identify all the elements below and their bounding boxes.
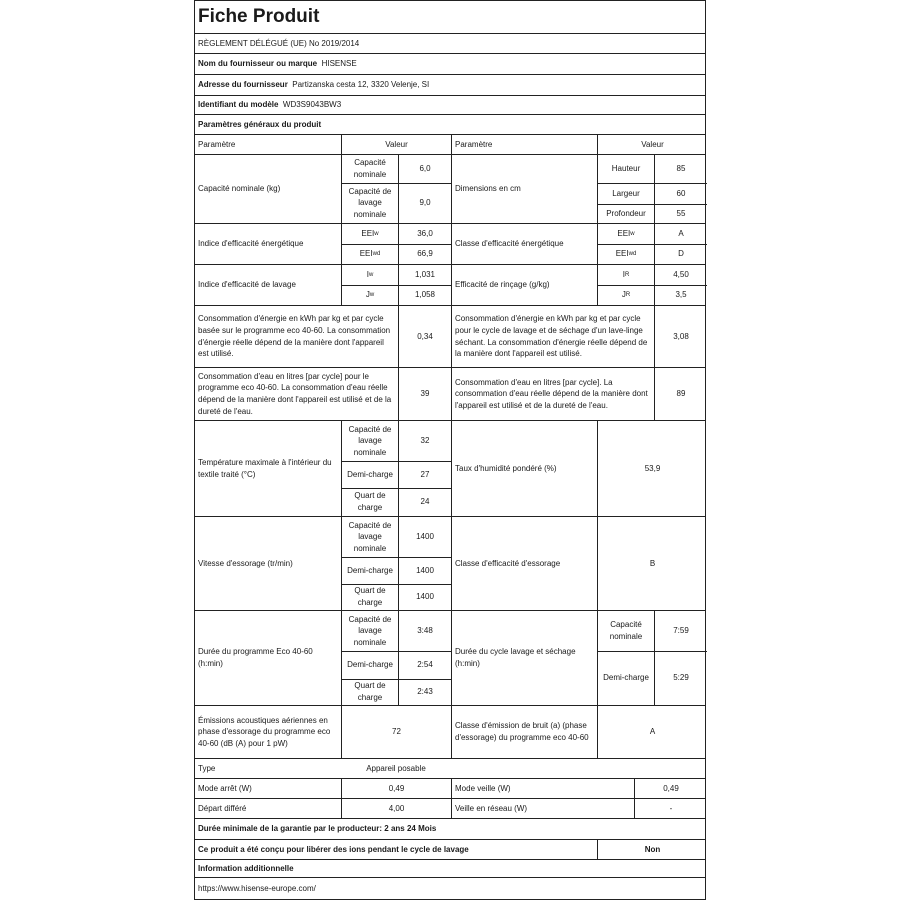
delay-row bbox=[194, 798, 706, 818]
capacity-label: Capacité nominale (kg) bbox=[198, 184, 281, 194]
energy-index-row bbox=[194, 223, 706, 264]
spin-class-value: B bbox=[597, 517, 707, 610]
spin-speed-row bbox=[194, 516, 706, 610]
regulation-row bbox=[194, 33, 706, 53]
capacity-sub1: Capacité nominale bbox=[341, 155, 398, 183]
water-consumption-row bbox=[194, 367, 706, 420]
delay-start-value: 4,00 bbox=[341, 799, 451, 818]
header-param-left: Paramètre bbox=[198, 139, 236, 149]
off-mode-value: 0,49 bbox=[341, 779, 451, 798]
energy-consumption-row bbox=[194, 305, 706, 367]
ions-row bbox=[194, 839, 706, 859]
noise-right-value: A bbox=[597, 706, 707, 758]
additional-info-heading: Information additionnelle bbox=[198, 863, 294, 873]
off-mode-label: Mode arrêt (W) bbox=[198, 783, 252, 793]
duration-row bbox=[194, 610, 706, 705]
temperature-sub1: Capacité de lavage nominale bbox=[341, 421, 398, 461]
washing-index-label: Indice d'efficacité de lavage bbox=[198, 280, 296, 290]
capacity-sub2: Capacité de lavage nominale bbox=[341, 183, 398, 223]
temperature-val3: 24 bbox=[398, 488, 451, 516]
energy-class-label: Classe d'efficacité énergétique bbox=[451, 224, 597, 264]
supplier-value: HISENSE bbox=[321, 59, 357, 69]
eco-duration-val2: 2:54 bbox=[398, 651, 451, 679]
spin-speed-sub2: Demi-charge bbox=[341, 557, 398, 584]
energy-index-val1: 36,0 bbox=[398, 224, 451, 244]
regulation-text: RÈGLEMENT DÉLÉGUÉ (UE) No 2019/2014 bbox=[198, 38, 360, 48]
rinsing-label: Efficacité de rinçage (g/kg) bbox=[451, 265, 597, 305]
spin-speed-sub1: Capacité de lavage nominale bbox=[341, 517, 398, 557]
capacity-row bbox=[194, 154, 706, 223]
type-label: Type bbox=[198, 763, 216, 773]
spin-class-label: Classe d'efficacité d'essorage bbox=[451, 517, 597, 610]
wash-dry-val1: 7:59 bbox=[654, 611, 707, 651]
header-value-left: Valeur bbox=[341, 135, 451, 154]
product-sheet bbox=[194, 0, 706, 900]
model-value: WD3S9043BW3 bbox=[282, 100, 342, 110]
address-value: Partizanska cesta 12, 3320 Velenje, SI bbox=[292, 80, 430, 90]
supplier-row bbox=[194, 53, 706, 74]
page-title: Fiche Produit bbox=[198, 6, 320, 28]
type-row bbox=[194, 758, 706, 778]
washing-index-val2: 1,058 bbox=[398, 285, 451, 305]
website-link[interactable]: https://www.hisense-europe.com/ bbox=[198, 883, 316, 893]
temperature-val2: 27 bbox=[398, 461, 451, 488]
width-label: Largeur bbox=[597, 183, 654, 204]
noise-right-label: Classe d'émission de bruit (a) (phase d'essorage) du programme eco 40-60 bbox=[451, 706, 597, 758]
rinsing-sym1: I R bbox=[597, 265, 654, 285]
address-row bbox=[194, 74, 706, 95]
wash-dry-duration-label: Durée du cycle lavage et séchage (h:min) bbox=[451, 611, 597, 705]
model-label: Identifiant du modèle bbox=[198, 100, 279, 110]
spin-speed-val1: 1400 bbox=[398, 517, 451, 557]
temperature-sub3: Quart de charge bbox=[341, 488, 398, 516]
ions-label: Ce produit a été conçu pour libérer des ions pendant le cycle de lavage bbox=[198, 844, 469, 854]
additional-info-row bbox=[194, 859, 706, 877]
height-value: 85 bbox=[654, 155, 707, 183]
depth-value: 55 bbox=[654, 204, 707, 223]
header-value-right: Valeur bbox=[597, 135, 707, 154]
energy-class-sym2: EEI wd bbox=[597, 244, 654, 264]
network-standby-value: - bbox=[634, 799, 707, 818]
energy-consumption-left-label: Consommation d'énergie en kWh par kg et par cycle basée sur le programme eco 40-60. La consommation d'énergie réelle dépend de la manière dont l'appareil est utilisé. bbox=[198, 314, 391, 359]
wash-dry-sub1: Capacité nominale bbox=[597, 611, 654, 651]
temperature-val1: 32 bbox=[398, 421, 451, 461]
eco-duration-sub3: Quart de charge bbox=[341, 679, 398, 705]
noise-left-label: Émissions acoustiques aériennes en phase d'essorage du programme eco 40-60 (dB (A) pour 1 pW) bbox=[198, 715, 331, 748]
spin-speed-val2: 1400 bbox=[398, 557, 451, 584]
humidity-value: 53,9 bbox=[597, 421, 707, 516]
capacity-val1: 6,0 bbox=[398, 155, 451, 183]
general-params-row bbox=[194, 114, 706, 134]
temperature-row bbox=[194, 420, 706, 516]
temperature-label: Température maximale à l'intérieur du textile traité (°C) bbox=[198, 457, 332, 479]
header-param-right: Paramètre bbox=[451, 135, 597, 154]
ions-value: Non bbox=[597, 840, 707, 859]
type-value: Appareil posable bbox=[366, 763, 426, 773]
washing-index-val1: 1,031 bbox=[398, 265, 451, 285]
energy-consumption-right-value: 3,08 bbox=[654, 306, 707, 367]
water-consumption-left-value: 39 bbox=[398, 368, 451, 420]
energy-class-val1: A bbox=[654, 224, 707, 244]
rinsing-sym2: J R bbox=[597, 285, 654, 305]
url-row bbox=[194, 877, 706, 900]
energy-index-sym2: EEI wd bbox=[341, 244, 398, 264]
washing-index-sym1: I w bbox=[341, 265, 398, 285]
washing-index-sym2: J w bbox=[341, 285, 398, 305]
humidity-label: Taux d'humidité pondéré (%) bbox=[451, 421, 597, 516]
depth-label: Profondeur bbox=[597, 204, 654, 223]
supplier-label: Nom du fournisseur ou marque bbox=[198, 59, 318, 69]
wash-dry-val2: 5:29 bbox=[654, 651, 707, 705]
dimensions-label: Dimensions en cm bbox=[451, 155, 597, 223]
washing-index-row bbox=[194, 264, 706, 305]
water-consumption-left-label: Consommation d'eau en litres [par cycle] pour le programme eco 40-60. La consommation d'eau réelle dépend de la manière dont l'appareil est utilisé et de la dureté de l'eau. bbox=[198, 371, 392, 416]
rinsing-val2: 3,5 bbox=[654, 285, 707, 305]
eco-duration-val3: 2:43 bbox=[398, 679, 451, 705]
eco-duration-val1: 3:48 bbox=[398, 611, 451, 651]
water-consumption-right-value: 89 bbox=[654, 368, 707, 420]
power-mode-row bbox=[194, 778, 706, 798]
standby-label: Mode veille (W) bbox=[451, 779, 634, 798]
spin-speed-label: Vitesse d'essorage (tr/min) bbox=[198, 558, 293, 568]
energy-index-val2: 66,9 bbox=[398, 244, 451, 264]
capacity-val2: 9,0 bbox=[398, 183, 451, 223]
warranty-row bbox=[194, 818, 706, 839]
standby-value: 0,49 bbox=[634, 779, 707, 798]
warranty-text: Durée minimale de la garantie par le producteur: 2 ans 24 Mois bbox=[198, 824, 437, 834]
energy-index-sym1: EEI w bbox=[341, 224, 398, 244]
network-standby-label: Veille en réseau (W) bbox=[451, 799, 634, 818]
height-label: Hauteur bbox=[597, 155, 654, 183]
energy-consumption-right-label: Consommation d'énergie en kWh par kg et par cycle pour le cycle de lavage et de séchage d'un lave-linge séchant. La consommation d'énergie réelle dépend de la manière dont l'appareil est utilisé. bbox=[451, 306, 654, 367]
noise-row bbox=[194, 705, 706, 758]
eco-duration-sub1: Capacité de lavage nominale bbox=[341, 611, 398, 651]
delay-start-label: Départ différé bbox=[198, 803, 247, 813]
width-value: 60 bbox=[654, 183, 707, 204]
temperature-sub2: Demi-charge bbox=[341, 461, 398, 488]
water-consumption-right-label: Consommation d'eau en litres [par cycle]. La consommation d'eau réelle dépend de la manière dont l'appareil est utilisé et de la dureté de l'eau. bbox=[451, 368, 654, 420]
general-params-heading: Paramètres généraux du produit bbox=[198, 119, 322, 129]
noise-left-value: 72 bbox=[341, 706, 451, 758]
energy-class-val2: D bbox=[654, 244, 707, 264]
model-row bbox=[194, 95, 706, 114]
energy-index-label: Indice d'efficacité énergétique bbox=[198, 239, 304, 249]
eco-duration-sub2: Demi-charge bbox=[341, 651, 398, 679]
energy-consumption-left-value: 0,34 bbox=[398, 306, 451, 367]
spin-speed-sub3: Quart de charge bbox=[341, 584, 398, 610]
wash-dry-sub2: Demi-charge bbox=[597, 651, 654, 705]
eco-duration-label: Durée du programme Eco 40-60 (h:min) bbox=[198, 647, 313, 668]
title-row bbox=[194, 0, 706, 33]
energy-class-sym1: EEI w bbox=[597, 224, 654, 244]
table-header-row bbox=[194, 134, 706, 154]
rinsing-val1: 4,50 bbox=[654, 265, 707, 285]
address-label: Adresse du fournisseur bbox=[198, 80, 288, 90]
spin-speed-val3: 1400 bbox=[398, 584, 451, 610]
